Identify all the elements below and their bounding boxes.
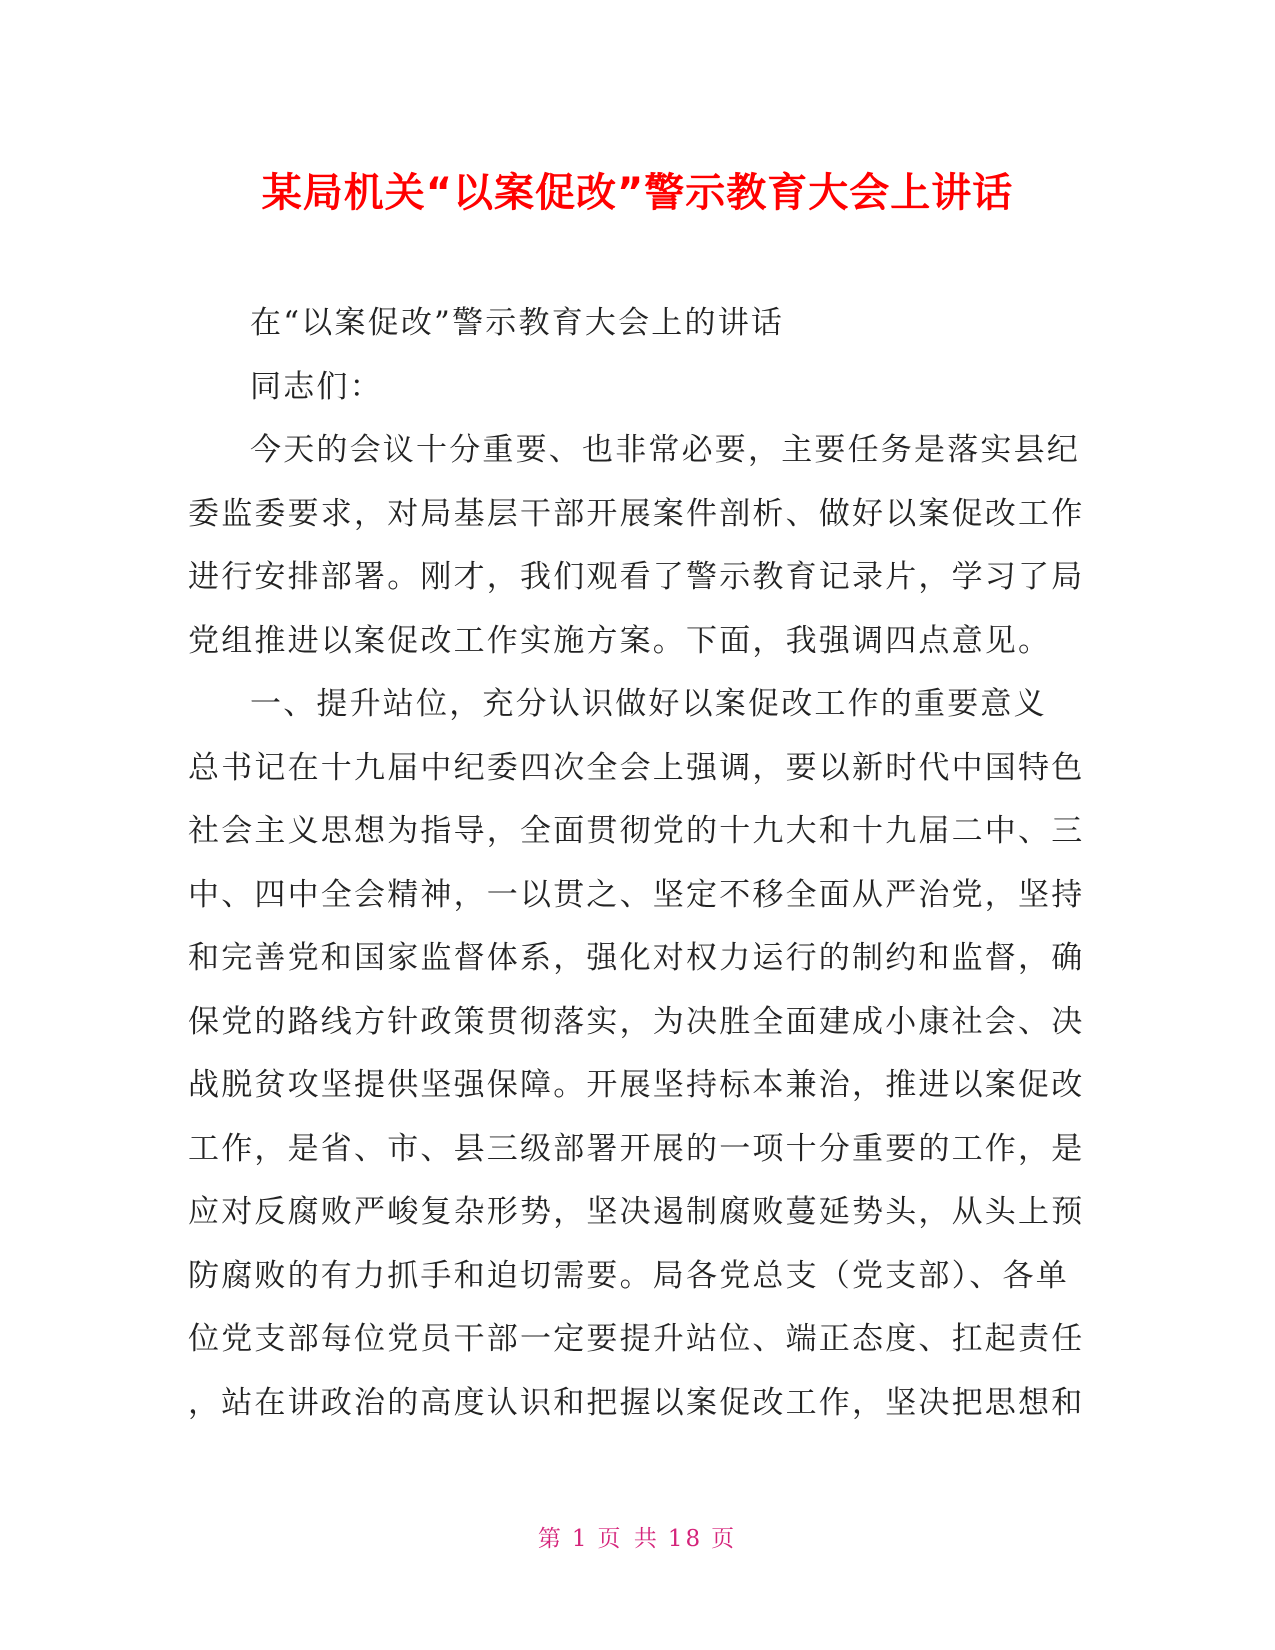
footer-prefix: 第 [537, 1526, 564, 1552]
footer-page-number: 1 [571, 1526, 590, 1552]
body-line: 中、四中全会精神，一以贯之、坚定不移全面从严治党，坚持 [188, 876, 1085, 913]
body-line: 应对反腐败严峻复杂形势，坚决遏制腐败蔓延势头，从头上预 [188, 1194, 1085, 1230]
body-line: 位党支部每位党员干部一定要提升站位、端正态度、扛起责任 [188, 1321, 1085, 1357]
body-line: 防腐败的有力抓手和迫切需要。局各党总支（党支部）、各单 [188, 1257, 1069, 1294]
footer-total-pages: 18 [667, 1526, 704, 1552]
body-line: 总书记在十九届中纪委四次全会上强调，要以新时代中国特色 [188, 749, 1085, 786]
document-title: 某局机关“以案促改”警示教育大会上讲话 [261, 170, 1014, 216]
body-line: 在“以案促改”警示教育大会上的讲话 [250, 305, 785, 341]
body-line: 同志们： [250, 368, 383, 405]
body-line: 党组推进以案促改工作实施方案。下面，我强调四点意见。 [188, 622, 1052, 659]
document-body [188, 292, 1088, 1435]
footer-middle: 页 共 [597, 1526, 660, 1552]
body-line: 今天的会议十分重要、也非常必要，主要任务是落实县纪 [250, 432, 1080, 468]
body-line: 委监委要求，对局基层干部开展案件剖析、做好以案促改工作 [188, 495, 1085, 532]
body-line: 保党的路线方针政策贯彻落实，为决胜全面建成小康社会、决 [188, 1003, 1085, 1040]
body-line: 战脱贫攻坚提供坚强保障。开展坚持标本兼治，推进以案促改 [188, 1067, 1085, 1103]
body-line: 进行安排部署。刚才，我们观看了警示教育记录片，学习了局 [188, 559, 1085, 595]
body-line: 工作，是省、市、县三级部署开展的一项十分重要的工作，是 [188, 1130, 1085, 1167]
page-footer [0, 1520, 1275, 1553]
body-line: 社会主义思想为指导，全面贯彻党的十九大和十九届二中、三 [188, 813, 1085, 849]
body-line: ，站在讲政治的高度认识和把握以案促改工作，坚决把思想和 [188, 1384, 1085, 1421]
section-heading: 一、提升站位，充分认识做好以案促改工作的重要意义 [250, 686, 1047, 722]
body-line: 和完善党和国家监督体系，强化对权力运行的制约和监督，确 [188, 940, 1085, 976]
footer-suffix: 页 [711, 1526, 738, 1552]
